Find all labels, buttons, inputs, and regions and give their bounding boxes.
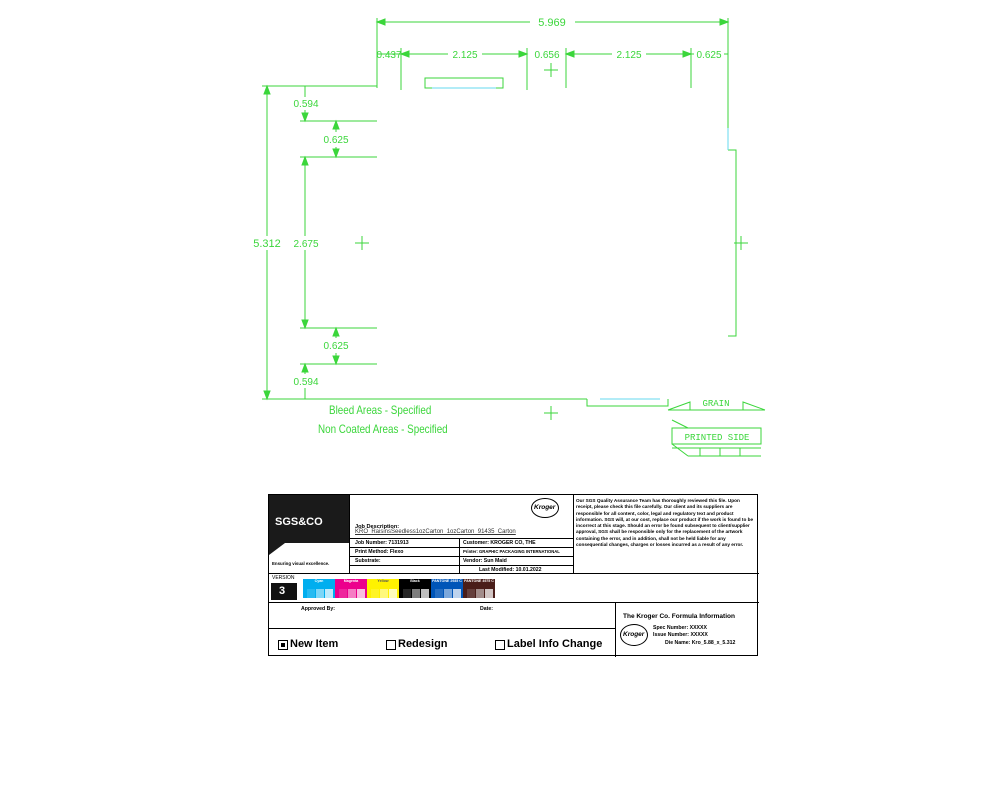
- color-swatch: [335, 579, 367, 598]
- formula-title: The Kroger Co. Formula Information: [623, 613, 735, 620]
- print-method: Print Method: Flexo: [355, 549, 404, 555]
- non-coated-areas-label: Non Coated Areas - Specified: [318, 422, 448, 436]
- tint-step: [316, 589, 324, 598]
- kroger-logo-icon: Kroger: [531, 498, 559, 518]
- new-item-checkbox[interactable]: [278, 640, 288, 650]
- arrow: [377, 19, 385, 25]
- grain-label: GRAIN: [702, 399, 730, 409]
- tint-step: [307, 589, 315, 598]
- tint-step: [421, 589, 429, 598]
- tint-step: [371, 589, 379, 598]
- tint-step: [453, 589, 461, 598]
- dim-label-overall-width: 5.969: [538, 17, 566, 29]
- dim-label: 0.625: [696, 50, 722, 61]
- job-number: Job Number: 7131913: [355, 540, 409, 546]
- issue-number: Issue Number: XXXXX: [653, 632, 708, 638]
- tint-step: [380, 589, 388, 598]
- version-badge: 3: [271, 583, 297, 600]
- color-swatch: [367, 579, 399, 598]
- color-swatch: [463, 579, 495, 598]
- tint-step: [444, 589, 452, 598]
- color-swatch: [303, 579, 335, 598]
- dim-label-overall-height: 5.312: [253, 238, 281, 250]
- swatch-label: PANTONE 2935 C: [432, 579, 462, 583]
- tint-step: [435, 589, 443, 598]
- spec-number: Spec Number: XXXXX: [653, 625, 707, 631]
- printed-side-label: PRINTED SIDE: [684, 433, 750, 443]
- vendor: Vendor: Sun Maid: [463, 558, 507, 564]
- tint-step: [348, 589, 356, 598]
- tint-step: [389, 589, 397, 598]
- swatch-label: Black: [410, 579, 420, 583]
- swatch-label: Magenta: [343, 579, 359, 583]
- sgs-logo-area: [269, 495, 349, 573]
- tint-step: [467, 589, 475, 598]
- tint-step: [412, 589, 420, 598]
- job-description-value: KRO_RaisinsSeedless1ozCarton_1ozCarton_91435_Carton: [355, 529, 516, 535]
- job-description-label: Job Description:: [355, 524, 400, 530]
- dim-label: 0.656: [534, 50, 560, 61]
- dim-label: 2.675: [293, 239, 319, 250]
- tint-step: [403, 589, 411, 598]
- redesign-checkbox[interactable]: [386, 640, 396, 650]
- approved-by-label: Approved By:: [301, 606, 336, 612]
- qa-disclaimer: Our SGS Quality Assurance Team has thoroughly reviewed this file. Upon receipt, please check this file carefully. Our client and its suppliers are responsible for all content, color, legal and regulatory text and product information. SGS will, at our cost, replace our product if the work is found to be incorrect at this stage. Should an error be found subsequent to client/supplier approval, SGS shall be responsible only for the replacement of the artwork containing the error, and in addition, shall not be held liable for any consequential changes, charges or losses incurred as a result of any error.: [576, 498, 754, 548]
- swatch-label: PANTONE 4975 C: [464, 579, 494, 583]
- tint-step: [485, 589, 493, 598]
- dim-label: 0.437: [376, 50, 402, 61]
- color-swatch: [431, 579, 463, 598]
- tint-step: [325, 589, 333, 598]
- printer: Printer: GRAPHIC PACKAGING INTERNATIONAL: [463, 549, 560, 554]
- color-swatch: [399, 579, 431, 598]
- customer: Customer: KROGER CO, THE: [463, 540, 536, 546]
- swatch-label: Cyan: [314, 579, 324, 583]
- dim-label: 0.625: [323, 135, 349, 146]
- tint-step: [339, 589, 347, 598]
- last-modified: Last Modified: 10.01.2022: [479, 567, 542, 573]
- redesign-label: Redesign: [398, 638, 448, 650]
- die-name: Die Name: Kro_5.88_x_5.312: [665, 640, 736, 646]
- arrow: [720, 19, 728, 25]
- sgs-logo-text: SGS&CO: [275, 516, 323, 528]
- title-block: [268, 494, 758, 656]
- tint-step: [357, 589, 365, 598]
- dim-label: 0.625: [323, 341, 349, 352]
- tagline: Ensuring visual excellence.: [272, 561, 330, 566]
- kroger-formula-logo-icon: Kroger: [620, 624, 648, 646]
- label-info-change-checkbox[interactable]: [495, 640, 505, 650]
- date-label: Date:: [480, 606, 493, 612]
- bleed-areas-label: Bleed Areas - Specified: [329, 403, 432, 417]
- label-info-change-label: Label Info Change: [507, 638, 603, 650]
- new-item-label: New Item: [290, 638, 339, 650]
- version-label: VERSION: [272, 575, 295, 581]
- swatch-label: Yellow: [377, 579, 389, 583]
- dim-label: 0.594: [293, 99, 319, 110]
- tint-step: [476, 589, 484, 598]
- dim-label: 0.594: [293, 377, 319, 388]
- dim-label: 2.125: [452, 50, 478, 61]
- substrate: Substrate:: [355, 558, 381, 564]
- dim-label: 2.125: [616, 50, 642, 61]
